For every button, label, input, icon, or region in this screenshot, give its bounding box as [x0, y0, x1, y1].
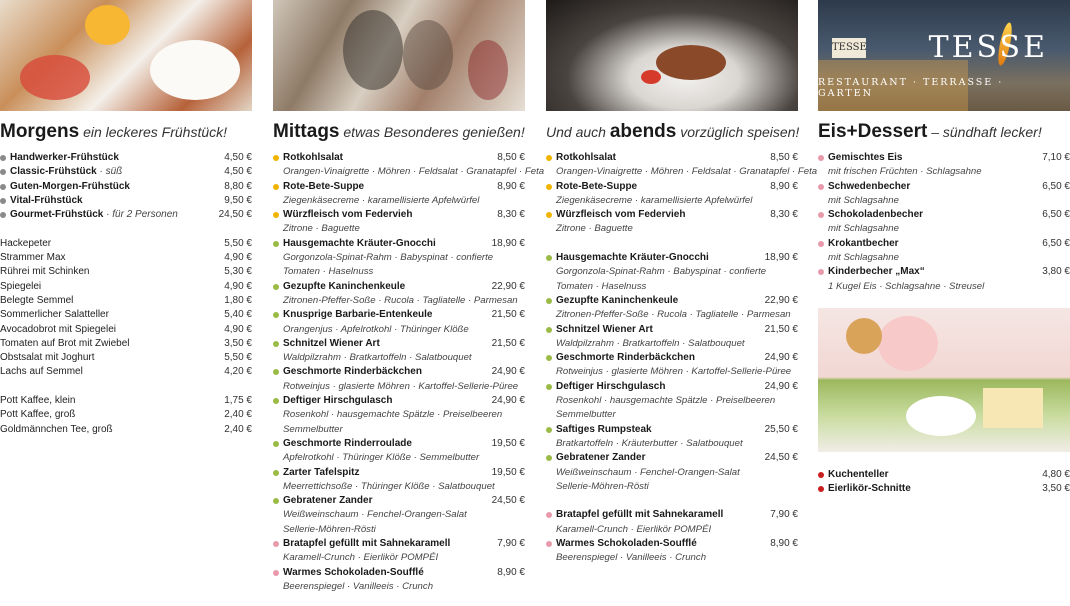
menu-item — [0, 323, 252, 337]
ham-shape — [20, 55, 90, 100]
item-price: 1,75 € — [224, 395, 252, 407]
menu-item — [273, 308, 525, 322]
dinner-photo — [546, 0, 798, 111]
item-name: Eierlikör-Schnitte — [828, 483, 911, 495]
menu-item — [546, 508, 798, 522]
bullet-dot — [273, 284, 279, 290]
item-description: Rosenkohl · hausgemachte Spätzle · Preiselbeeren — [556, 395, 776, 407]
cake-shape — [983, 388, 1043, 428]
item-description: Zitronen-Pfeffer-Soße · Rucola · Tagliatelle · Parmesan — [556, 309, 791, 321]
menu-item — [818, 237, 1070, 251]
lunch-column — [273, 0, 545, 606]
item-price: 4,80 € — [1042, 468, 1070, 480]
item-description: mit Schlagsahne — [828, 194, 899, 206]
item-price: 4,90 € — [224, 252, 252, 264]
dinner-heading: Und auch abends vorzüglich speisen! — [546, 121, 800, 142]
item-description: mit Schlagsahne — [828, 252, 899, 264]
menu-item — [273, 537, 525, 551]
bullet-dot — [273, 398, 279, 404]
building-sign: TESSE — [832, 38, 866, 58]
menu-item — [546, 351, 798, 365]
menu-item — [0, 337, 252, 351]
bullet-dot — [546, 298, 552, 304]
menu-item — [273, 208, 525, 222]
orange-shape — [85, 5, 130, 45]
bullet-dot — [0, 212, 6, 218]
item-price: 8,50 € — [770, 152, 798, 163]
item-name: Schwedenbecher — [828, 180, 911, 192]
guest-shape — [343, 10, 403, 90]
bullet-dot — [273, 184, 279, 190]
dessert-menu — [818, 151, 1070, 294]
item-price: 24,50 € — [218, 209, 252, 221]
item-name: Gebratener Zander — [283, 495, 373, 507]
item-description: Rotweinjus · glasierte Möhren · Kartoffel-Sellerie-Püree — [556, 366, 792, 378]
item-price: 4,50 € — [224, 152, 252, 163]
item-price: 5,50 € — [224, 352, 252, 364]
item-price: 4,20 € — [224, 366, 252, 378]
item-description: Orangen-Vinaigrette · Möhren · Feldsalat · Granatapfel · Feta — [556, 166, 818, 178]
menu-item — [0, 208, 252, 222]
item-name: Kinderbecher „Max“ — [828, 266, 925, 278]
menu-item — [0, 237, 252, 251]
bullet-dot — [0, 169, 6, 175]
item-name: Gezupfte Kaninchenkeule — [556, 294, 679, 306]
menu-item — [0, 280, 252, 294]
item-name: Kuchenteller — [828, 468, 889, 480]
waffle-shape — [846, 318, 882, 354]
item-price: 3,80 € — [1042, 266, 1070, 278]
bullet-dot — [273, 241, 279, 247]
item-description: Sellerie-Möhren-Rösti — [556, 480, 649, 492]
item-name: Guten-Morgen-Frühstück — [10, 180, 130, 192]
item-name: Krokantbecher — [828, 237, 899, 249]
item-price: 3,50 € — [1042, 483, 1070, 495]
item-description: Karamell-Crunch · Eierlikör POMPÉI — [556, 523, 712, 535]
item-description: Beerenspiegel · Vanilleeis · Crunch — [283, 580, 434, 592]
menu-item — [546, 208, 798, 222]
item-price: 25,50 € — [764, 423, 798, 435]
item-description: Bratkartoffeln · Kräuterbutter · Salatbouquet — [556, 437, 743, 449]
item-price: 8,80 € — [224, 180, 252, 192]
menu-item — [0, 408, 252, 422]
bullet-dot — [818, 184, 824, 190]
item-description: Weißweinschaum · Fenchel-Orangen-Salat — [283, 509, 467, 521]
bullet-dot — [273, 369, 279, 375]
item-description: Karamell-Crunch · Eierlikör POMPÉI — [283, 552, 439, 564]
lunch-menu — [273, 151, 545, 594]
menu-item — [0, 165, 252, 179]
breakfast-photo — [0, 0, 252, 111]
item-price: 5,30 € — [224, 266, 252, 278]
item-name: Avocadobrot mit Spiegelei — [0, 323, 116, 335]
item-name: Pott Kaffee, groß — [0, 409, 76, 421]
bullet-dot — [818, 472, 824, 478]
item-description: Weißweinschaum · Fenchel-Orangen-Salat — [556, 466, 740, 478]
menu-item — [273, 365, 525, 379]
tomato-shape — [641, 70, 661, 84]
item-description: 1 Kugel Eis · Schlagsahne · Streusel — [828, 280, 985, 292]
item-description: Waldpilzrahm · Bratkartoffeln · Salatbouquet — [283, 352, 472, 364]
menu-item — [0, 308, 252, 322]
menu-item — [546, 423, 798, 437]
item-name: Knusprige Barbarie-Entenkeule — [283, 309, 433, 321]
item-description: Rosenkohl · hausgemachte Spätzle · Preiselbeeren — [283, 409, 503, 421]
item-price: 6,50 € — [1042, 209, 1070, 221]
cake-menu — [818, 468, 1070, 497]
item-price: 8,30 € — [770, 209, 798, 221]
menu-item — [546, 294, 798, 308]
item-description: mit Schlagsahne — [828, 223, 899, 235]
menu-item — [273, 394, 525, 408]
item-description: Orangenjus · Apfelrotkohl · Thüringer Klöße — [283, 323, 469, 335]
item-price: 24,90 € — [764, 352, 798, 364]
menu-item — [0, 251, 252, 265]
item-price: 24,50 € — [491, 495, 525, 507]
bullet-dot — [273, 470, 279, 476]
item-price: 24,90 € — [491, 395, 525, 407]
item-name: Gebratener Zander — [556, 452, 646, 464]
item-price: 8,30 € — [497, 209, 525, 221]
item-description: Gorgonzola-Spinat-Rahm · Babyspinat · confierte — [556, 266, 767, 278]
breakfast-menu — [0, 151, 252, 437]
bullet-dot — [546, 327, 552, 333]
bullet-dot — [818, 155, 824, 161]
item-name: Gezupfte Kaninchenkeule — [283, 280, 406, 292]
menu-item — [546, 451, 798, 465]
item-price: 6,50 € — [1042, 180, 1070, 192]
spacer — [0, 380, 252, 394]
item-name: Rotkohlsalat — [283, 152, 344, 163]
item-price: 21,50 € — [491, 337, 525, 349]
bullet-dot — [273, 341, 279, 347]
menu-item — [0, 194, 252, 208]
item-note: · für 2 Personen — [103, 209, 178, 221]
item-description: Orangen-Vinaigrette · Möhren · Feldsalat · Granatapfel · Feta — [283, 166, 545, 178]
item-price: 8,90 € — [770, 538, 798, 550]
dinner-menu — [546, 151, 818, 566]
item-name: Warmes Schokoladen-Soufflé — [283, 566, 424, 578]
bullet-dot — [273, 570, 279, 576]
item-name: Geschmorte Rinderroulade — [283, 437, 412, 449]
item-price: 24,90 € — [491, 366, 525, 378]
item-name: Würzfleisch vom Federvieh — [556, 209, 686, 221]
menu-item — [818, 265, 1070, 279]
item-price: 2,40 € — [224, 423, 252, 435]
item-note: · süß — [96, 166, 123, 178]
guest-shape — [403, 20, 453, 90]
menu-item — [546, 251, 798, 265]
item-price: 19,50 € — [491, 466, 525, 478]
item-price: 6,50 € — [1042, 237, 1070, 249]
item-name: Belegte Semmel — [0, 294, 74, 306]
menu-item — [0, 394, 252, 408]
menu-item — [818, 208, 1070, 222]
bullet-dot — [818, 241, 824, 247]
bullet-dot — [546, 355, 552, 361]
item-name: Strammer Max — [0, 252, 66, 264]
cup-shape — [150, 40, 240, 100]
item-price: 7,90 € — [497, 538, 525, 550]
item-price: 24,90 € — [764, 380, 798, 392]
item-price: 21,50 € — [491, 309, 525, 321]
menu-item — [273, 280, 525, 294]
item-name: Schokoladenbecher — [828, 209, 924, 221]
menu-item — [273, 337, 525, 351]
menu-item — [818, 468, 1070, 482]
item-name: Tomaten auf Brot mit Zwiebel — [0, 337, 130, 349]
item-price: 18,90 € — [764, 252, 798, 264]
logo-text: TESSE — [928, 30, 1048, 65]
bullet-dot — [818, 212, 824, 218]
item-name: Vital-Frühstück — [10, 194, 83, 206]
breakfast-column — [0, 0, 252, 606]
bullet-dot — [818, 486, 824, 492]
item-name: Spiegelei — [0, 280, 42, 292]
menu-item — [546, 151, 798, 165]
item-price: 3,50 € — [224, 337, 252, 349]
menu-item — [818, 482, 1070, 496]
item-price: 8,90 € — [770, 180, 798, 192]
item-description: Semmelbutter — [556, 409, 616, 421]
item-description: Zitrone · Baguette — [283, 223, 360, 235]
item-price: 24,50 € — [764, 452, 798, 464]
item-name: Handwerker-Frühstück — [10, 152, 119, 163]
dessert-photo — [818, 308, 1070, 452]
item-description: Tomaten · Haselnuss — [556, 280, 647, 292]
ice-cream-shape — [878, 316, 938, 371]
item-price: 19,50 € — [491, 437, 525, 449]
item-name: Rote-Bete-Suppe — [556, 180, 638, 192]
item-name: Geschmorte Rinderbäckchen — [283, 366, 422, 378]
lunch-heading: Mittags etwas Besonderes genießen! — [273, 121, 525, 142]
dessert-heading: Eis+Dessert – sündhaft lecker! — [818, 121, 1042, 142]
menu-item — [273, 437, 525, 451]
item-name: Pott Kaffee, klein — [0, 395, 76, 407]
item-description: Zitronen-Pfeffer-Soße · Rucola · Tagliatelle · Parmesan — [283, 294, 518, 306]
item-price: 5,50 € — [224, 237, 252, 249]
item-name: Rotkohlsalat — [556, 152, 617, 163]
menu-item — [273, 180, 525, 194]
bullet-dot — [546, 212, 552, 218]
item-name: Rührei mit Schinken — [0, 266, 90, 278]
bullet-dot — [273, 441, 279, 447]
bullet-dot — [0, 155, 6, 161]
lunch-photo — [273, 0, 525, 111]
menu-item — [0, 423, 252, 437]
bullet-dot — [273, 155, 279, 161]
logo-subtitle: RESTAURANT · TERRASSE · GARTEN — [818, 77, 1004, 99]
spacer — [546, 494, 798, 508]
bullet-dot — [546, 384, 552, 390]
item-description: Waldpilzrahm · Bratkartoffeln · Salatbouquet — [556, 337, 745, 349]
bullet-dot — [546, 427, 552, 433]
breakfast-heading: Morgens ein leckeres Frühstück! — [0, 121, 228, 142]
item-description: Beerenspiegel · Vanilleeis · Crunch — [556, 552, 707, 564]
item-name: Warmes Schokoladen-Soufflé — [556, 538, 697, 550]
item-price: 4,90 € — [224, 280, 252, 292]
item-name: Hausgemachte Kräuter-Gnocchi — [283, 237, 436, 249]
bullet-dot — [818, 269, 824, 275]
bullet-dot — [546, 455, 552, 461]
wine-shape — [468, 40, 508, 100]
item-name: Würzfleisch vom Federvieh — [283, 209, 413, 221]
item-price: 4,50 € — [224, 166, 252, 178]
item-description: Ziegenkäsecreme · karamellisierte Apfelwürfel — [283, 194, 480, 206]
bullet-dot — [546, 255, 552, 261]
bullet-dot — [546, 155, 552, 161]
item-name: Gourmet-Frühstück — [10, 209, 104, 221]
item-description: Meerrettichsoße · Thüringer Klöße · Salatbouquet — [283, 480, 495, 492]
item-description: Zitrone · Baguette — [556, 223, 633, 235]
menu-item — [546, 537, 798, 551]
item-name: Bratapfel gefüllt mit Sahnekaramell — [283, 538, 451, 550]
item-price: 2,40 € — [224, 409, 252, 421]
bullet-dot — [273, 212, 279, 218]
menu-item — [818, 151, 1070, 165]
dessert-column — [818, 0, 1070, 606]
item-name: Lachs auf Semmel — [0, 366, 83, 378]
item-name: Hackepeter — [0, 237, 52, 249]
item-description: Ziegenkäsecreme · karamellisierte Apfelwürfel — [556, 194, 753, 206]
menu-item — [0, 151, 252, 165]
menu-item — [0, 294, 252, 308]
item-price: 1,80 € — [224, 294, 252, 306]
item-name: Bratapfel gefüllt mit Sahnekaramell — [556, 509, 724, 521]
item-price: 4,90 € — [224, 323, 252, 335]
item-price: 8,90 € — [497, 566, 525, 578]
item-description: Sellerie-Möhren-Rösti — [283, 523, 376, 535]
cup-shape — [906, 396, 976, 436]
item-name: Schnitzel Wiener Art — [556, 323, 653, 335]
restaurant-photo — [818, 0, 1070, 111]
item-price: 18,90 € — [491, 237, 525, 249]
item-description: Semmelbutter — [283, 423, 343, 435]
item-name: Zarter Tafelspitz — [283, 466, 360, 478]
item-description: Apfelrotkohl · Thüringer Klöße · Semmelbutter — [283, 452, 480, 464]
spacer — [546, 237, 798, 251]
bullet-dot — [273, 498, 279, 504]
menu-item — [818, 180, 1070, 194]
item-price: 7,10 € — [1042, 152, 1070, 163]
item-price: 8,50 € — [497, 152, 525, 163]
menu-item — [273, 237, 525, 251]
spacer — [0, 222, 252, 236]
item-description: Tomaten · Haselnuss — [283, 266, 374, 278]
menu-item — [0, 180, 252, 194]
steak-shape — [656, 45, 726, 80]
dinner-column — [546, 0, 818, 606]
item-price: 22,90 € — [764, 294, 798, 306]
item-name: Deftiger Hirschgulasch — [556, 380, 666, 392]
menu-item — [273, 494, 525, 508]
menu-item — [0, 265, 252, 279]
item-name: Deftiger Hirschgulasch — [283, 395, 393, 407]
item-name: Schnitzel Wiener Art — [283, 337, 380, 349]
bullet-dot — [0, 184, 6, 190]
bullet-dot — [546, 541, 552, 547]
item-price: 22,90 € — [491, 280, 525, 292]
item-name: Rote-Bete-Suppe — [283, 180, 365, 192]
menu-item — [273, 151, 525, 165]
item-name: Geschmorte Rinderbäckchen — [556, 352, 695, 364]
menu-item — [273, 566, 525, 580]
item-description: Rotweinjus · glasierte Möhren · Kartoffel-Sellerie-Püree — [283, 380, 519, 392]
bullet-dot — [546, 512, 552, 518]
item-name: Classic-Frühstück — [10, 166, 97, 178]
item-name: Saftiges Rumpsteak — [556, 423, 652, 435]
bullet-dot — [0, 198, 6, 204]
menu-item — [0, 365, 252, 379]
item-name: Goldmännchen Tee, groß — [0, 423, 113, 435]
item-price: 9,50 € — [224, 194, 252, 206]
item-price: 5,40 € — [224, 309, 252, 321]
item-description: mit frischen Früchten · Schlagsahne — [828, 166, 982, 178]
item-price: 7,90 € — [770, 509, 798, 521]
item-name: Sommerlicher Salatteller — [0, 309, 109, 321]
item-description: Gorgonzola-Spinat-Rahm · Babyspinat · confierte — [283, 252, 494, 264]
menu-item — [273, 466, 525, 480]
menu-item — [546, 380, 798, 394]
bullet-dot — [273, 541, 279, 547]
item-name: Gemischtes Eis — [828, 152, 903, 163]
bullet-dot — [546, 184, 552, 190]
menu-item — [546, 180, 798, 194]
item-name: Hausgemachte Kräuter-Gnocchi — [556, 252, 709, 264]
item-price: 21,50 € — [764, 323, 798, 335]
item-name: Obstsalat mit Joghurt — [0, 352, 95, 364]
bullet-dot — [273, 312, 279, 318]
menu-item — [546, 323, 798, 337]
menu-item — [0, 351, 252, 365]
item-price: 8,90 € — [497, 180, 525, 192]
